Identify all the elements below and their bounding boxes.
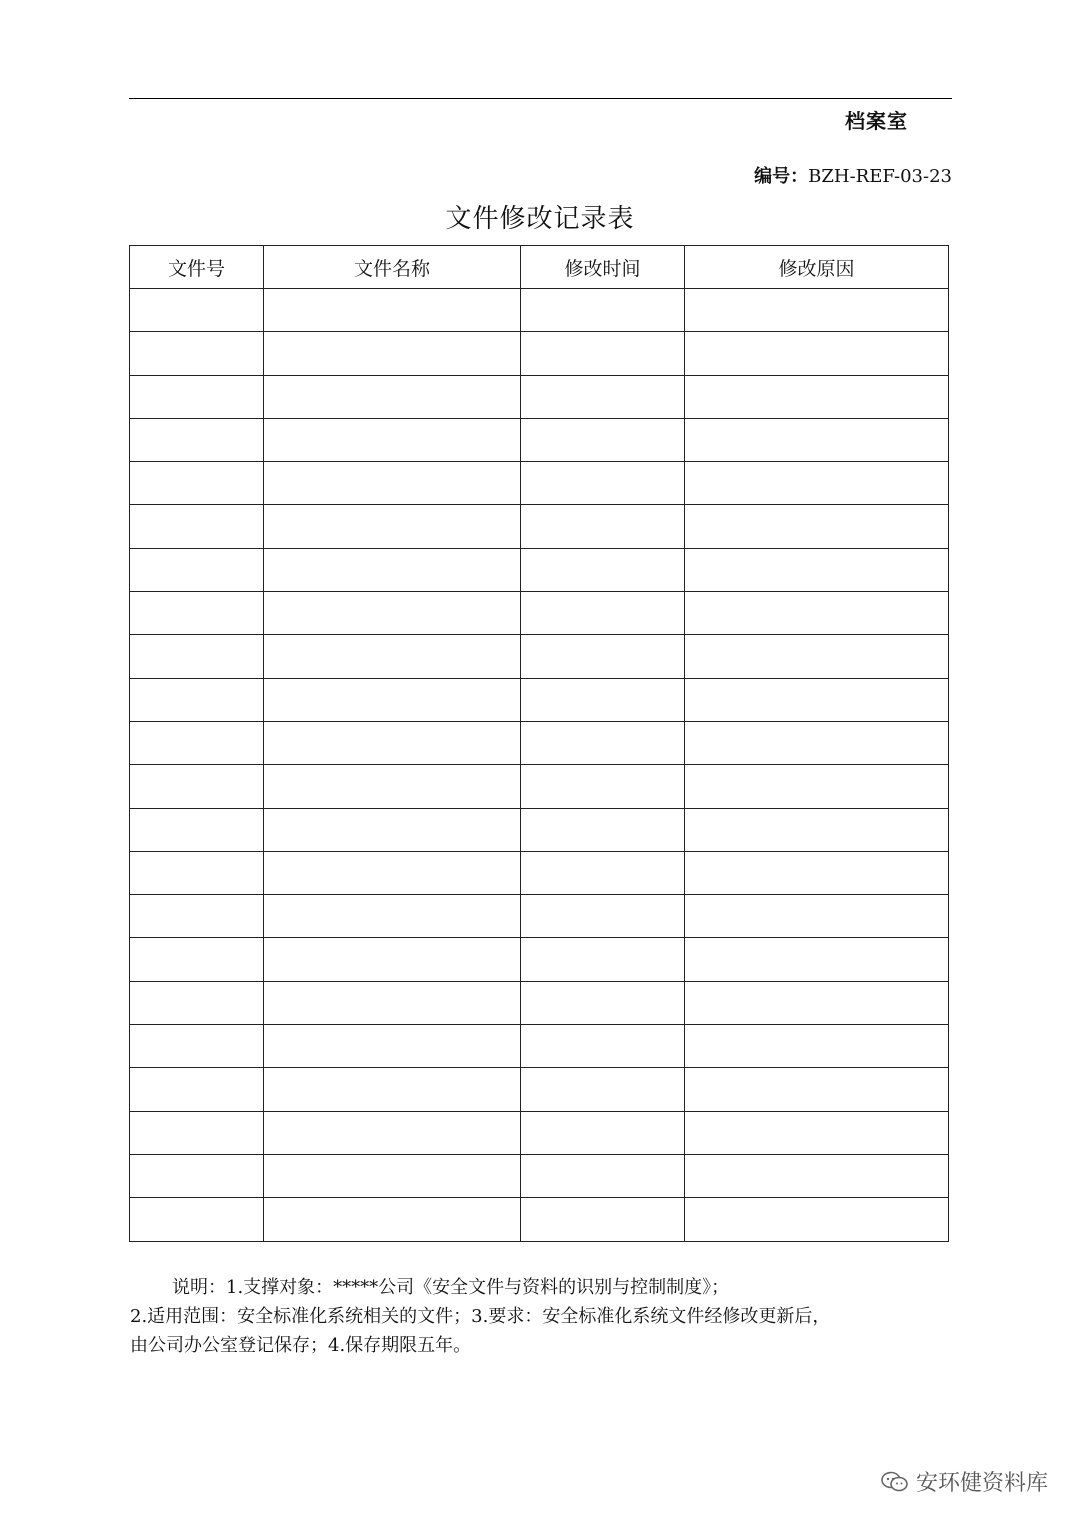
cell-revision-reason: [685, 1111, 949, 1154]
table-row: [130, 981, 949, 1024]
cell-file-no: [130, 332, 264, 375]
table-row: [130, 721, 949, 764]
notes-line-2: 2.适用范围：安全标准化系统相关的文件；3.要求：安全标准化系统文件经修改更新后，: [130, 1306, 831, 1327]
cell-revision-reason: [685, 635, 949, 678]
cell-revision-reason: [685, 721, 949, 764]
table-row: [130, 418, 949, 461]
cell-revision-time: [521, 808, 685, 851]
cell-file-name: [264, 548, 521, 591]
cell-revision-time: [521, 765, 685, 808]
table-row: [130, 1025, 949, 1068]
cell-file-no: [130, 462, 264, 505]
cell-file-no: [130, 808, 264, 851]
column-header-file-no: 文件号: [130, 246, 264, 289]
table-body: [130, 289, 949, 1242]
cell-file-no: [130, 1025, 264, 1068]
table-row: [130, 505, 949, 548]
cell-revision-time: [521, 678, 685, 721]
table-row: [130, 462, 949, 505]
table-row: [130, 1111, 949, 1154]
cell-revision-time: [521, 635, 685, 678]
cell-file-name: [264, 592, 521, 635]
cell-revision-time: [521, 1198, 685, 1241]
cell-revision-time: [521, 938, 685, 981]
cell-file-name: [264, 808, 521, 851]
department-label: 档案室: [845, 109, 908, 133]
cell-file-no: [130, 289, 264, 332]
cell-revision-reason: [685, 289, 949, 332]
cell-revision-time: [521, 462, 685, 505]
notes: [130, 1273, 952, 1360]
cell-revision-reason: [685, 462, 949, 505]
cell-revision-time: [521, 505, 685, 548]
wechat-icon: [880, 1470, 910, 1494]
cell-file-no: [130, 938, 264, 981]
cell-revision-reason: [685, 765, 949, 808]
cell-file-no: [130, 851, 264, 894]
table-row: [130, 678, 949, 721]
document-number-value: BZH-REF-03-23: [808, 166, 952, 187]
cell-revision-reason: [685, 1068, 949, 1111]
table-row: [130, 289, 949, 332]
table-row: [130, 765, 949, 808]
column-header-file-name: 文件名称: [264, 246, 521, 289]
form-title: 文件修改记录表: [445, 204, 635, 234]
cell-file-name: [264, 895, 521, 938]
notes-line-3: 由公司办公室登记保存；4.保存期限五年。: [130, 1335, 472, 1356]
table-header-row: [130, 246, 949, 289]
cell-revision-reason: [685, 1154, 949, 1197]
table-row: [130, 1154, 949, 1197]
table-row: [130, 808, 949, 851]
watermark: [880, 1466, 1048, 1497]
cell-revision-time: [521, 895, 685, 938]
cell-file-name: [264, 938, 521, 981]
cell-revision-reason: [685, 1198, 949, 1241]
cell-file-name: [264, 765, 521, 808]
cell-file-name: [264, 418, 521, 461]
cell-revision-reason: [685, 938, 949, 981]
document-number: [754, 162, 952, 188]
table-row: [130, 332, 949, 375]
cell-revision-reason: [685, 1025, 949, 1068]
cell-revision-reason: [685, 505, 949, 548]
cell-revision-time: [521, 1025, 685, 1068]
table-row: [130, 548, 949, 591]
cell-file-name: [264, 289, 521, 332]
cell-revision-reason: [685, 332, 949, 375]
cell-revision-time: [521, 1068, 685, 1111]
cell-file-no: [130, 895, 264, 938]
cell-file-name: [264, 678, 521, 721]
table-row: [130, 635, 949, 678]
table-row: [130, 592, 949, 635]
cell-file-no: [130, 721, 264, 764]
cell-revision-reason: [685, 851, 949, 894]
cell-file-name: [264, 721, 521, 764]
header-rule: [129, 98, 952, 99]
cell-revision-time: [521, 289, 685, 332]
cell-file-no: [130, 635, 264, 678]
cell-revision-reason: [685, 895, 949, 938]
table-row: [130, 1068, 949, 1111]
cell-file-name: [264, 1198, 521, 1241]
cell-revision-time: [521, 1154, 685, 1197]
cell-revision-time: [521, 981, 685, 1024]
cell-file-name: [264, 1025, 521, 1068]
cell-revision-time: [521, 721, 685, 764]
cell-file-name: [264, 635, 521, 678]
cell-file-no: [130, 765, 264, 808]
cell-file-no: [130, 678, 264, 721]
cell-revision-time: [521, 332, 685, 375]
table-row: [130, 1198, 949, 1241]
cell-file-name: [264, 375, 521, 418]
cell-file-no: [130, 1154, 264, 1197]
cell-file-name: [264, 332, 521, 375]
cell-file-name: [264, 1111, 521, 1154]
cell-file-name: [264, 1154, 521, 1197]
cell-file-no: [130, 592, 264, 635]
cell-revision-reason: [685, 418, 949, 461]
cell-revision-time: [521, 1111, 685, 1154]
cell-revision-time: [521, 592, 685, 635]
cell-file-no: [130, 1068, 264, 1111]
notes-line-1: 说明：1.支撑对象：*****公司《安全文件与资料的识别与控制制度》；: [172, 1277, 730, 1298]
cell-file-no: [130, 1198, 264, 1241]
cell-revision-reason: [685, 981, 949, 1024]
column-header-revision-time: 修改时间: [521, 246, 685, 289]
cell-file-no: [130, 548, 264, 591]
cell-revision-reason: [685, 592, 949, 635]
cell-file-no: [130, 375, 264, 418]
cell-file-name: [264, 851, 521, 894]
cell-revision-time: [521, 375, 685, 418]
cell-revision-reason: [685, 808, 949, 851]
cell-revision-reason: [685, 548, 949, 591]
cell-revision-time: [521, 548, 685, 591]
cell-revision-time: [521, 851, 685, 894]
table-row: [130, 895, 949, 938]
cell-file-name: [264, 505, 521, 548]
document-number-label: 编号：: [754, 166, 809, 187]
cell-revision-reason: [685, 375, 949, 418]
table-row: [130, 375, 949, 418]
revision-log-table: [129, 245, 949, 1242]
cell-file-no: [130, 1111, 264, 1154]
cell-revision-reason: [685, 678, 949, 721]
cell-file-no: [130, 981, 264, 1024]
cell-revision-time: [521, 418, 685, 461]
cell-file-name: [264, 462, 521, 505]
table-row: [130, 938, 949, 981]
column-header-revision-reason: 修改原因: [685, 246, 949, 289]
cell-file-name: [264, 1068, 521, 1111]
cell-file-name: [264, 981, 521, 1024]
cell-file-no: [130, 505, 264, 548]
table-row: [130, 851, 949, 894]
watermark-text: 安环健资料库: [915, 1471, 1048, 1496]
cell-file-no: [130, 418, 264, 461]
